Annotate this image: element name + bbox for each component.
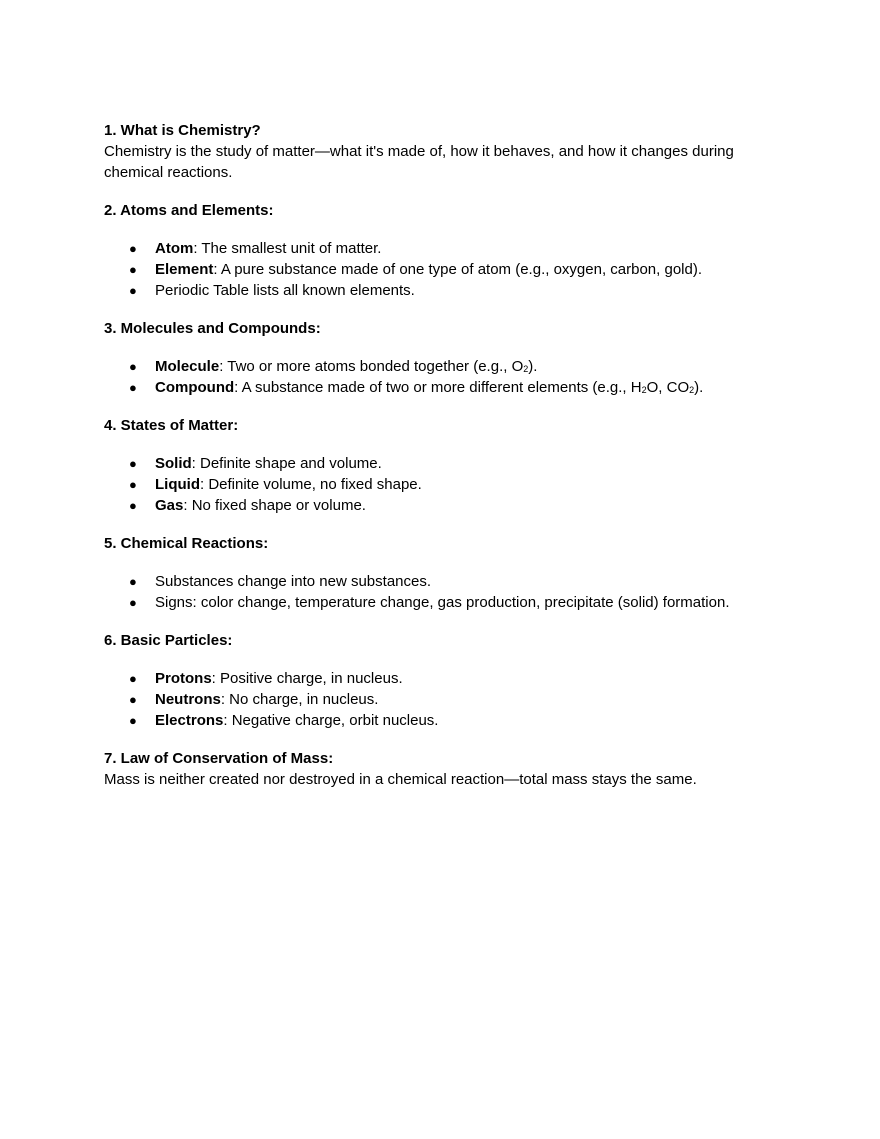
list-item-text: ). xyxy=(694,379,704,396)
list-item-term: Molecule xyxy=(155,358,220,375)
subscript: 2 xyxy=(641,385,647,395)
list-item xyxy=(104,710,784,731)
bullet-icon: ● xyxy=(129,713,137,728)
section-heading: 6. Basic Particles: xyxy=(104,632,233,649)
section-heading: 4. States of Matter: xyxy=(104,417,239,434)
list-item-term: Element xyxy=(155,261,214,278)
list-item xyxy=(104,377,784,398)
list-item-text: : A pure substance made of one type of atom (e.g., oxygen, carbon, gold). xyxy=(213,261,702,278)
list-item-text: O, CO xyxy=(646,379,690,396)
list-item xyxy=(104,280,784,301)
list-item-term: Liquid xyxy=(155,476,200,493)
bullet-icon: ● xyxy=(129,692,137,707)
list-item-term: Protons xyxy=(155,670,212,687)
list-item xyxy=(104,238,784,259)
list-item xyxy=(104,356,784,377)
bullet-icon: ● xyxy=(129,283,137,298)
section-what-is-chemistry xyxy=(104,120,784,183)
list-item-text: Signs: color change, temperature change, gas production, precipitate (solid) formation. xyxy=(155,594,730,611)
list-item-text: : No charge, in nucleus. xyxy=(220,691,379,708)
section-states-of-matter xyxy=(104,415,784,516)
subscript: 2 xyxy=(523,364,529,374)
section-paragraph: Chemistry is the study of matter—what it's made of, how it behaves, and how it changes during chemical reactions. xyxy=(104,143,734,181)
list-item-text: : No fixed shape or volume. xyxy=(183,497,366,514)
bullet-list xyxy=(104,571,784,613)
list-item xyxy=(104,571,784,592)
bullet-list xyxy=(104,238,784,301)
list-item-text: : Definite shape and volume. xyxy=(191,455,382,472)
list-item-term: Atom xyxy=(155,240,194,257)
list-item-text: : Negative charge, orbit nucleus. xyxy=(223,712,439,729)
list-item-term: Compound xyxy=(155,379,235,396)
bullet-icon: ● xyxy=(129,380,137,395)
bullet-list xyxy=(104,356,784,398)
list-item xyxy=(104,592,784,613)
bullet-icon: ● xyxy=(129,456,137,471)
list-item-text: : Definite volume, no fixed shape. xyxy=(200,476,422,493)
section-heading: 1. What is Chemistry? xyxy=(104,122,261,139)
list-item xyxy=(104,689,784,710)
list-item-term: Gas xyxy=(155,497,184,514)
section-chemical-reactions xyxy=(104,533,784,613)
bullet-icon: ● xyxy=(129,595,137,610)
section-heading: 3. Molecules and Compounds: xyxy=(104,320,321,337)
section-atoms-and-elements xyxy=(104,200,784,301)
list-item-term: Solid xyxy=(155,455,192,472)
list-item-text: Periodic Table lists all known elements. xyxy=(155,282,415,299)
list-item xyxy=(104,668,784,689)
section-molecules-and-compounds xyxy=(104,318,784,398)
bullet-icon: ● xyxy=(129,671,137,686)
section-basic-particles xyxy=(104,630,784,731)
bullet-icon: ● xyxy=(129,574,137,589)
list-item-text: Substances change into new substances. xyxy=(155,573,432,590)
section-heading: 5. Chemical Reactions: xyxy=(104,535,269,552)
list-item-text: : Positive charge, in nucleus. xyxy=(211,670,403,687)
list-item xyxy=(104,495,784,516)
section-heading: 7. Law of Conservation of Mass: xyxy=(104,750,334,767)
list-item-text: : The smallest unit of matter. xyxy=(193,240,382,257)
list-item xyxy=(104,474,784,495)
bullet-icon: ● xyxy=(129,241,137,256)
list-item xyxy=(104,259,784,280)
list-item-term: Neutrons xyxy=(155,691,221,708)
bullet-icon: ● xyxy=(129,498,137,513)
list-item-text: : Two or more atoms bonded together (e.g., O xyxy=(219,358,524,375)
list-item xyxy=(104,453,784,474)
section-heading: 2. Atoms and Elements: xyxy=(104,202,274,219)
section-conservation-of-mass xyxy=(104,748,784,790)
list-item-text: : A substance made of two or more different elements (e.g., H xyxy=(234,379,642,396)
bullet-list xyxy=(104,453,784,516)
list-item-text: ). xyxy=(528,358,538,375)
list-item-term: Electrons xyxy=(155,712,224,729)
subscript: 2 xyxy=(689,385,695,395)
bullet-icon: ● xyxy=(129,359,137,374)
bullet-icon: ● xyxy=(129,262,137,277)
bullet-list xyxy=(104,668,784,731)
bullet-icon: ● xyxy=(129,477,137,492)
section-paragraph: Mass is neither created nor destroyed in a chemical reaction—total mass stays the same. xyxy=(104,771,697,788)
document-page xyxy=(104,120,784,807)
